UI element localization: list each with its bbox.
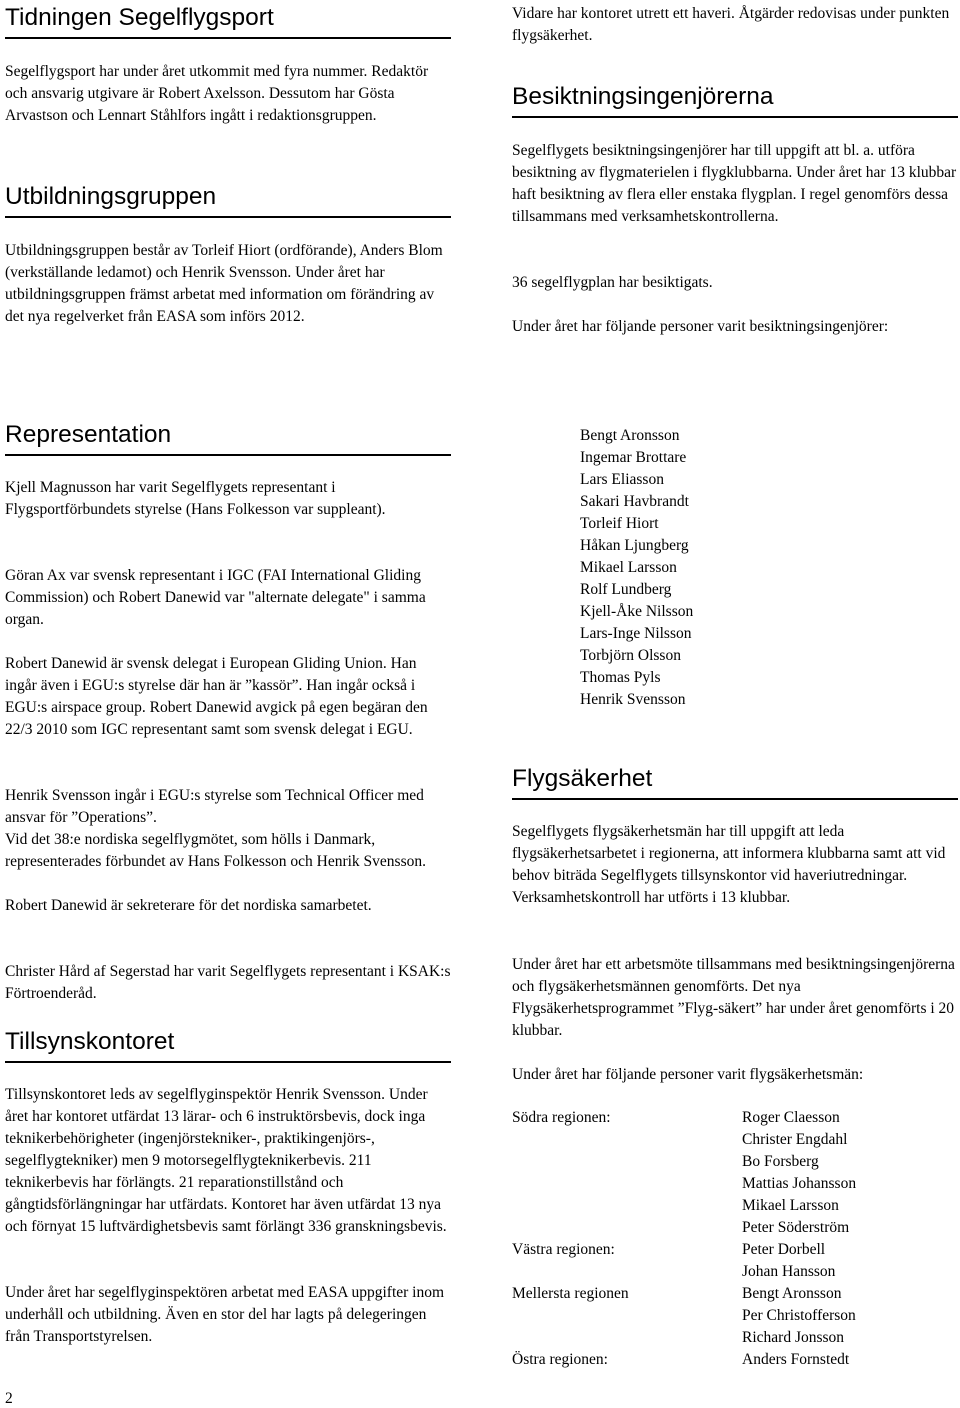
list-item: Sakari Havbrandt — [580, 493, 689, 510]
region-names — [742, 1283, 960, 1349]
list-item: Peter Dorbell — [742, 1241, 826, 1258]
region-names — [742, 1107, 960, 1239]
list-item: Rolf Lundberg — [580, 581, 672, 598]
right-column — [512, 0, 958, 1400]
region-label: Södra regionen: — [512, 1109, 611, 1126]
besiktning-p2: 36 segelflygplan har besiktigats. — [512, 274, 713, 291]
list-item: Thomas Pyls — [580, 669, 661, 686]
list-item: Torbjörn Olsson — [580, 647, 681, 664]
list-item: Ingemar Brottare — [580, 449, 687, 466]
list-item: Mikael Larsson — [742, 1197, 839, 1214]
list-item: Torleif Hiort — [580, 515, 659, 532]
region-names — [742, 1239, 960, 1283]
list-item: Per Christofferson — [742, 1307, 856, 1324]
list-item: Peter Söderström — [742, 1219, 850, 1236]
representation-p2: Göran Ax var svensk representant i IGC (FAI International Gliding Commission) och Robert Danewid var "alternate delegate" i samma organ. — [5, 567, 426, 628]
list-item: Bengt Aronsson — [742, 1285, 842, 1302]
list-item: Kjell-Åke Nilsson — [580, 603, 694, 620]
tillsyn-p1: Tillsynskontoret leds av segelflyginspektör Henrik Svensson. Under året har kontoret utfärdat 13 lärar- och 6 instruktörsbevis, dock inga teknikerbehörigheter (ingenjörstekniker-, praktikingenjörs-, segelflygtekniker) men 9 motorsegelflygteknikerbevis. 211 teknikerbevis har förlängts. 21 reparationstillstånd och gångtidsförlängningar har utfärdats. Kontoret har även utfärdat 13 nya och förnyat 15 luftvärdighetsbevis samt förlängt 336 granskningsbevis. — [5, 1086, 447, 1235]
flygsakerhet-p2: Under året har ett arbetsmöte tillsammans med besiktningsingenjörerna och flygsäkerhetsmännen genomförts. Det nya Flygsäkerhetsprogrammet ”Flyg-säkert” har under året genomförts i 20 klubbar. — [512, 956, 955, 1039]
representation-p7: Christer Hård af Segerstad har varit Segelflygets representant i KSAK:s Förtroenderåd. — [5, 963, 451, 1002]
region-label: Västra regionen: — [512, 1241, 615, 1258]
utbildning-paragraph: Utbildningsgruppen består av Torleif Hiort (ordförande), Anders Blom (verkställande ledamot) och Henrik Svensson. Under året har utbildningsgruppen främst arbetat med information om förändring av det nya regelverket från EASA som införs 2012. — [5, 242, 443, 325]
heading-utbildningsgruppen: Utbildningsgruppen — [5, 182, 451, 218]
continued-text: Vidare har kontoret utrett ett haveri. Åtgärder redovisas under punkten flygsäkerhet. — [512, 5, 950, 44]
list-item: Håkan Ljungberg — [580, 537, 689, 554]
list-item: Christer Engdahl — [742, 1131, 848, 1148]
flygsakerhet-p1: Segelflygets flygsäkerhetsmän har till uppgift att leda flygsäkerhetsarbetet i regionerna, att informera klubbarna samt att vid behov biträda Segelflygets tillsynskontor vid haveriutredningar. Verksamhetskontroll har utförts i 13 klubbar. — [512, 823, 946, 906]
representation-p3: Robert Danewid är svensk delegat i European Gliding Union. Han ingår även i EGU:s styrelse där han är ”kassör”. Han ingår också i EGU:s airspace group. Robert Danewid avgick på egen begäran den 22/3 2010 som IGC representant samt som svensk delegat i EGU. — [5, 655, 428, 738]
representation-p4: Henrik Svensson ingår i EGU:s styrelse som Technical Officer med ansvar för ”Operations”. — [5, 787, 424, 826]
region-names — [742, 1349, 960, 1371]
list-item: Lars Eliasson — [580, 471, 664, 488]
list-item: Henrik Svensson — [580, 691, 686, 708]
besiktning-p1: Segelflygets besiktningsingenjörer har till uppgift att bl. a. utföra besiktning av flygmaterielen i flygklubbarna. Under året har 13 klubbar haft besiktning av flera eller enstaka flygplan. I regel genomförs dessa tillsammans med verksamhetskontrollerna. — [512, 142, 957, 225]
heading-flygsakerhet: Flygsäkerhet — [512, 764, 958, 800]
flygsakerhet-p3: Under året har följande personer varit flygsäkerhetsmän: — [512, 1066, 864, 1083]
heading-tidningen: Tidningen Segelflygsport — [5, 3, 451, 39]
list-item: Richard Jonsson — [742, 1329, 845, 1346]
heading-tillsynskontoret: Tillsynskontoret — [5, 1027, 451, 1063]
representation-p5: Vid det 38:e nordiska segelflygmötet, som hölls i Danmark, representerades förbundet av Hans Folkesson och Henrik Svensson. — [5, 831, 426, 870]
besiktning-p3: Under året har följande personer varit besiktningsingenjörer: — [512, 318, 889, 335]
tillsyn-p2: Under året har segelflyginspektören arbetat med EASA uppgifter inom underhåll och utbildning. Även en stor del har lagts på delegeringen från Transportstyrelsen. — [5, 1284, 445, 1345]
representation-p6: Robert Danewid är sekreterare för det nordiska samarbetet. — [5, 897, 372, 914]
page-number: 2 — [5, 1390, 13, 1407]
region-label: Östra regionen: — [512, 1351, 608, 1368]
left-column — [5, 0, 451, 1400]
heading-besiktningsingenjorerna: Besiktningsingenjörerna — [512, 82, 958, 118]
inspector-name-list — [580, 425, 880, 711]
list-item: Mikael Larsson — [580, 559, 677, 576]
list-item: Johan Hansson — [742, 1263, 836, 1280]
heading-representation: Representation — [5, 420, 451, 456]
list-item: Lars-Inge Nilsson — [580, 625, 692, 642]
list-item: Mattias Johansson — [742, 1175, 857, 1192]
list-item: Bo Forsberg — [742, 1153, 819, 1170]
list-item: Anders Fornstedt — [742, 1351, 850, 1368]
tidningen-paragraph: Segelflygsport har under året utkommit med fyra nummer. Redaktör och ansvarig utgivare är Robert Axelsson. Dessutom har Gösta Arvastson och Lennart Ståhlfors ingått i redaktionsgruppen. — [5, 63, 429, 124]
representation-p1: Kjell Magnusson har varit Segelflygets representant i Flygsportförbundets styrelse (Hans Folkesson var suppleant). — [5, 479, 386, 518]
region-label: Mellersta regionen — [512, 1285, 629, 1302]
list-item: Roger Claesson — [742, 1109, 840, 1126]
list-item: Bengt Aronsson — [580, 427, 680, 444]
